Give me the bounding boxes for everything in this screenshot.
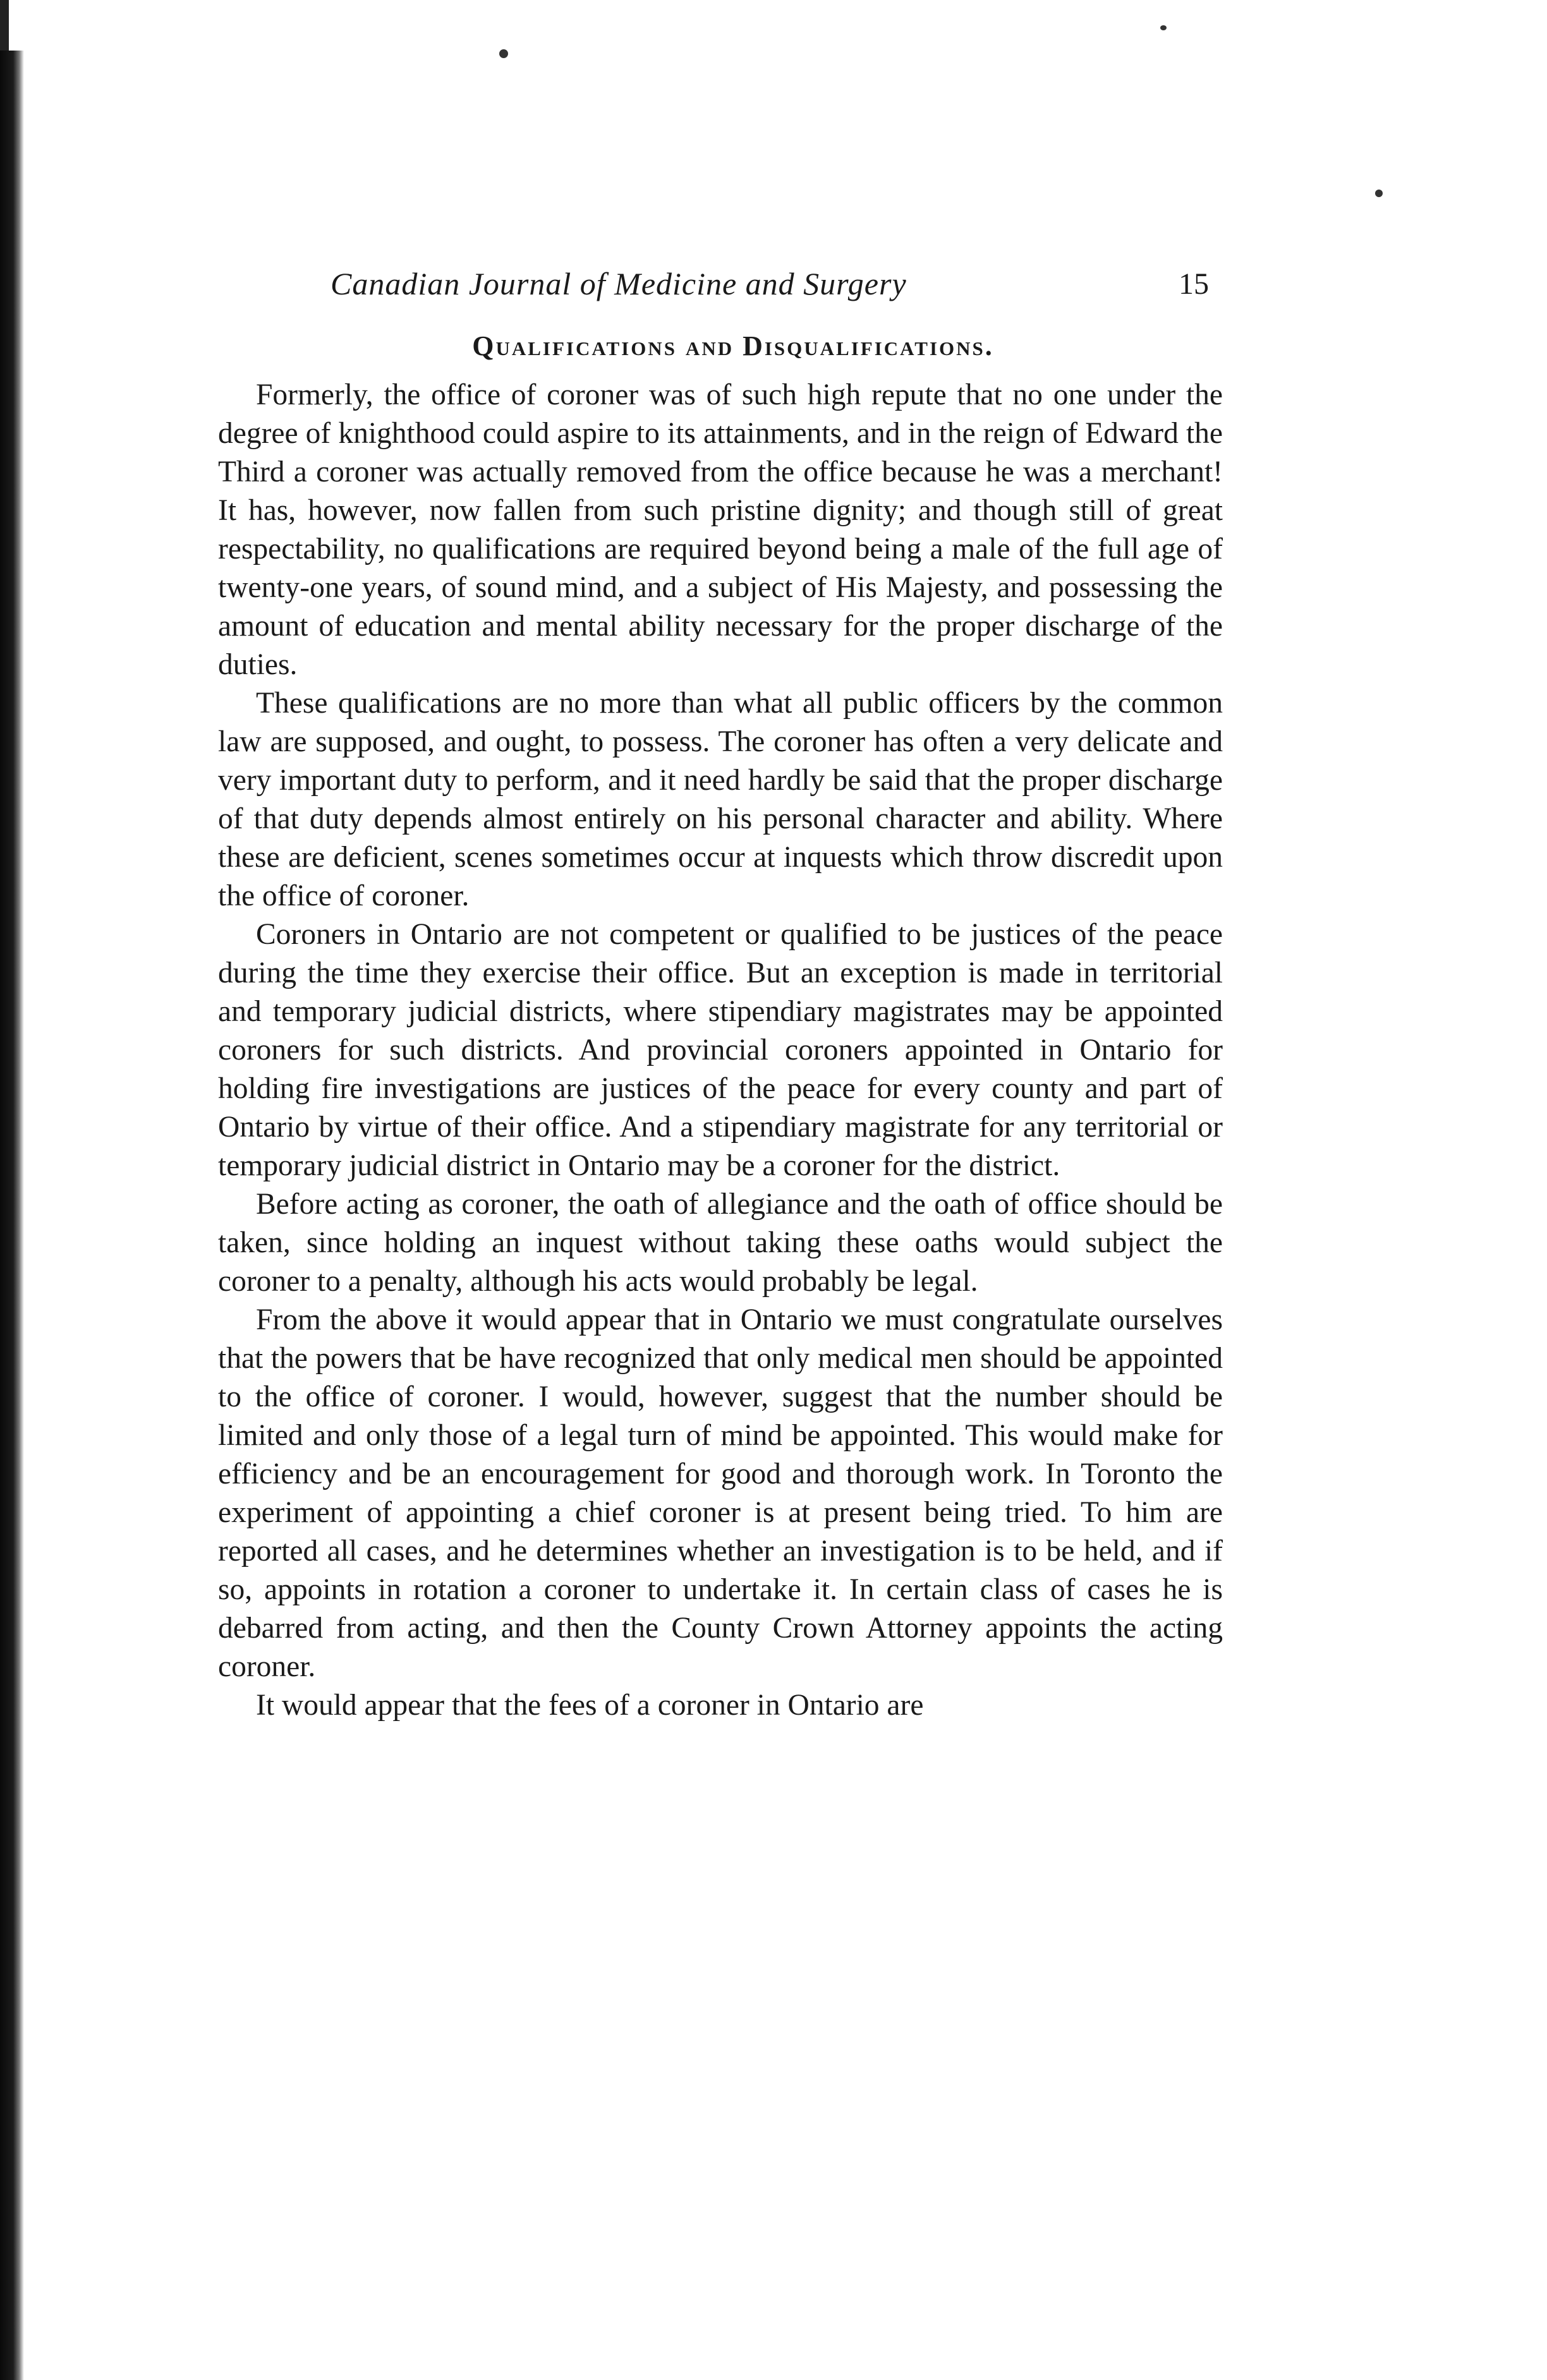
paragraph-oath: Before acting as coroner, the oath of allegiance and the oath of office should be taken, since holding an inquest without taking these oaths would subject the coroner to a penalty, although his acts would probably be legal. bbox=[218, 1188, 1223, 1298]
document-page bbox=[218, 265, 1223, 1725]
section-heading: Qualifications and Disqualifications. bbox=[472, 330, 994, 361]
scan-speck bbox=[1160, 25, 1167, 30]
paragraph-fees: It would appear that the fees of a coroner in Ontario are bbox=[256, 1689, 924, 1722]
running-header bbox=[218, 265, 1223, 322]
body-text bbox=[218, 376, 1223, 1725]
page-number: 15 bbox=[1179, 267, 1209, 301]
paragraph-office-history: Formerly, the office of coroner was of such high repute that no one under the degree of knighthood could aspire to its attainments, and in the reign of Edward the Third a coroner was actually removed from the office because he was a merchant! It has, however, now fallen from such pristine dignity; and though still of great respectability, no qualifications are required beyond being a male of the full age of twenty-one years, of sound mind, and a subject of His Majesty, and possessing the amount of education and mental ability necessary for the proper discharge of the duties. bbox=[218, 378, 1223, 681]
scan-binding-edge bbox=[0, 51, 24, 2380]
journal-title: Canadian Journal of Medicine and Surgery bbox=[331, 266, 907, 301]
paragraph-ontario-appointments: From the above it would appear that in Ontario we must congratulate ourselves that the powers that be have recognized that only medical men should be appointed to the office of coroner. I would, however, suggest that the number should be limited and only those of a legal turn of mind be appointed. This would make for efficiency and be an encouragement for good and thorough work. In Toronto the experiment of appointing a chief coroner is at present being tried. To him are reported all cases, and he determines whether an investigation is to be held, and if so, appoints in rotation a coroner to undertake it. In certain class of cases he is debarred from acting, and then the County Crown Attorney appoints the acting coroner. bbox=[218, 1303, 1223, 1683]
scan-speck bbox=[499, 49, 508, 58]
paragraph-justices-of-peace: Coroners in Ontario are not competent or qualified to be justices of the peace during the time they exercise their office. But an exception is made in territorial and temporary judicial districts, where stipendiary magistrates may be appointed coroners for such districts. And provincial coroners appointed in Ontario for holding fire investigations are justices of the peace for every county and part of Ontario by virtue of their office. And a stipendiary magistrate for any territorial or temporary judicial district in Ontario may be a coroner for the district. bbox=[218, 918, 1223, 1182]
paragraph-qualifications: These qualifications are no more than what all public officers by the common law are supposed, and ought, to possess. The coroner has often a very delicate and very important duty to perform, and it need hardly be said that the proper discharge of that duty depends almost entirely on his personal character and ability. Where these are deficient, scenes sometimes occur at inquests which throw discredit upon the office of coroner. bbox=[218, 687, 1223, 912]
scan-speck bbox=[1375, 190, 1383, 197]
